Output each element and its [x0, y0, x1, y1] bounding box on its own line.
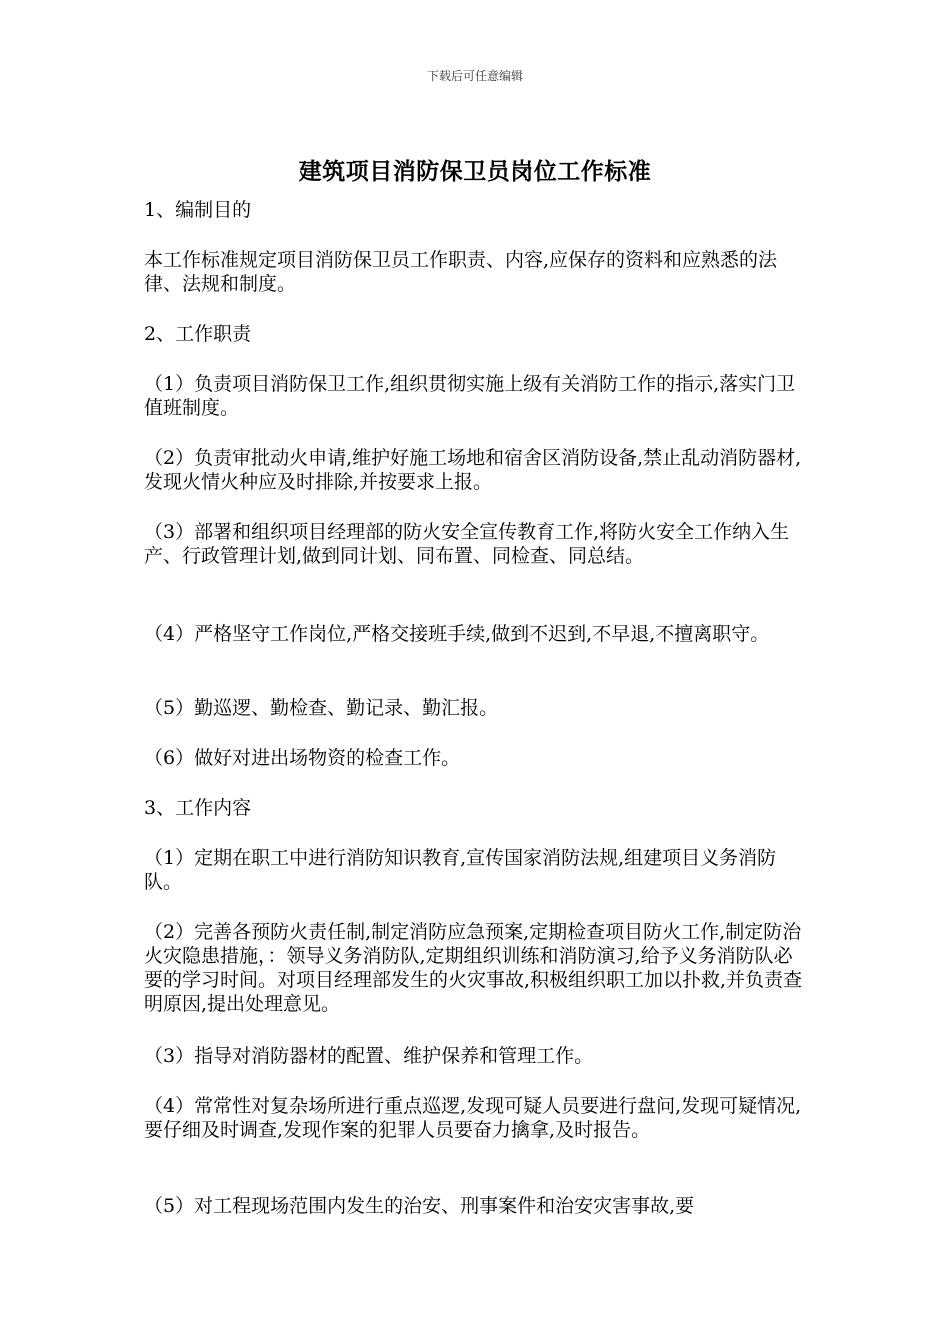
paragraph: （4）严格坚守工作岗位,严格交接班手续,做到不迟到,不早退,不擅离职守。: [144, 623, 770, 645]
paragraph: （3）部署和组织项目经理部的防火安全宣传教育工作,将防火安全工作纳入生产、行政管理计划,做到同计划、同布置、同检查、同总结。: [144, 521, 790, 567]
paragraph: （5）对工程现场范围内发生的治安、刑事案件和治安灾害事故,要: [144, 1195, 695, 1217]
header-note: 下载后可任意编辑: [426, 69, 523, 83]
paragraph: （5）勤巡逻、勤检查、勤记录、勤汇报。: [144, 697, 499, 719]
paragraph: （1）负责项目消防保卫工作,组织贯彻实施上级有关消防工作的指示,落实门卫值班制度。: [144, 373, 796, 419]
section-heading-3: 3、工作内容: [144, 797, 252, 819]
paragraph: （4）常常性对复杂场所进行重点巡逻,发现可疑人员要进行盘问,发现可疑情况,要仔细及时调查,发现作案的犯罪人员要奋力擒拿,及时报告。: [144, 1095, 802, 1141]
paragraph: （3）指导对消防器材的配置、维护保养和管理工作。: [144, 1045, 594, 1067]
paragraph: （1）定期在职工中进行消防知识教育,宣传国家消防法规,组建项目义务消防队。: [144, 847, 777, 893]
section-heading-1: 1、编制目的: [144, 199, 252, 221]
paragraph: 本工作标准规定项目消防保卫员工作职责、内容,应保存的资料和应熟悉的法律、法规和制度。: [144, 249, 778, 295]
paragraph: （6）做好对进出场物资的检查工作。: [144, 747, 461, 769]
section-heading-2: 2、工作职责: [144, 323, 252, 345]
page-title: 建筑项目消防保卫员岗位工作标准: [298, 158, 652, 185]
paragraph: （2）负责审批动火申请,维护好施工场地和宿舍区消防设备,禁止乱动消防器材,发现火情火种应及时排除,并按要求上报。: [144, 447, 802, 493]
paragraph: （2）完善各预防火责任制,制定消防应急预案,定期检查项目防火工作,制定防治火灾隐患措施，：领导义务消防队,定期组织训练和消防演习,给予义务消防队必要的学习时间。对项目经理部发生的火灾事故,积极组织职工加以扑救,并负责查明原因,提出处理意见。: [144, 921, 803, 1015]
